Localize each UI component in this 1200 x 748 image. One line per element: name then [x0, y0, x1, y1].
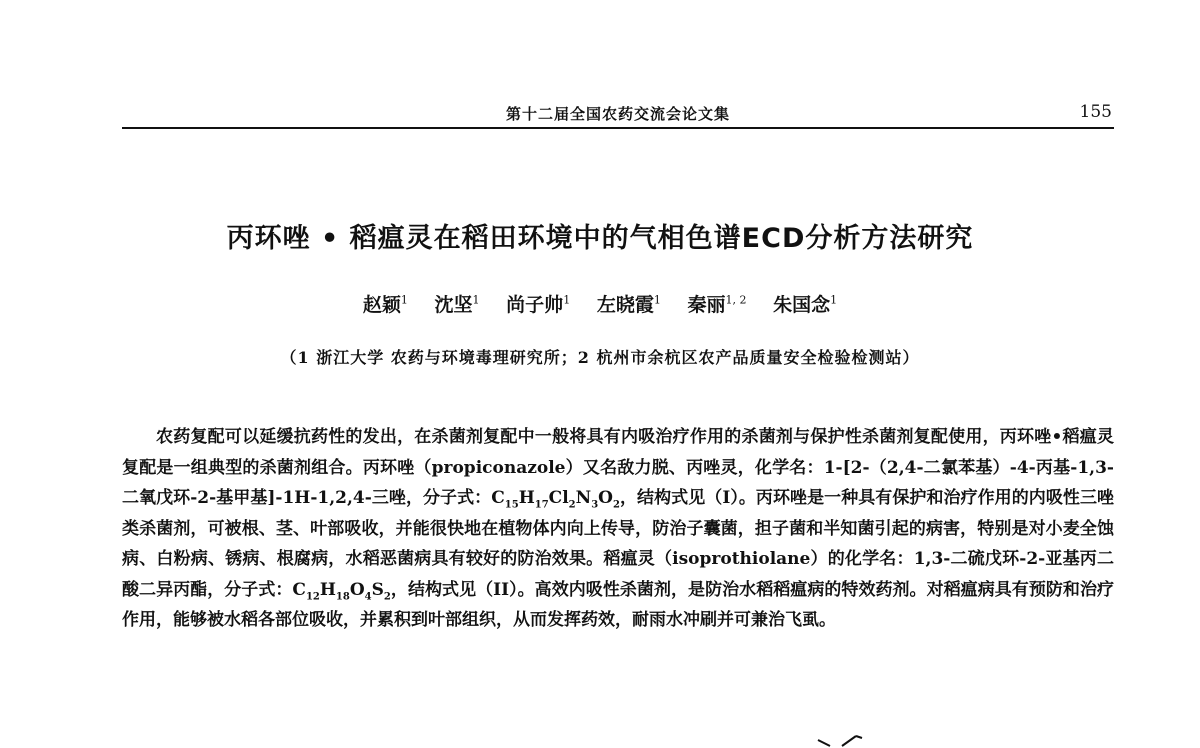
author-affiliation-mark: 1	[563, 293, 571, 307]
author	[363, 294, 408, 316]
author-name: 秦丽	[687, 294, 726, 316]
formula-isoprothiolane: $C_{12}H_{18}O_4S_2$	[292, 579, 391, 602]
author	[506, 294, 570, 316]
body-text-segment: ，结构式见（I）。丙环唑是一种具有保护和治疗作用的内吸性三唑类杀菌剂，可被根、茎、叶部吸收，并能很快地在植物体内向上传导，防治子囊菌，担子菌和半知菌引起的病害，特别是对小麦全蚀病、白粉病、锈病、根腐病，水稻恶菌病具有较好的防治效果。稻瘟灵（isoprothiolane）的化学名：1,3-二硫戊环-2-亚基丙二酸二异丙酯，分子式：	[122, 488, 1114, 600]
author-list	[0, 290, 1200, 317]
author-name: 尚子帅	[506, 294, 564, 316]
journal-title: 第十二届全国农药交流会论文集	[505, 105, 730, 123]
author-affiliation-mark: 1	[653, 293, 661, 307]
author-name: 朱国念	[773, 294, 831, 316]
author-name: 沈坚	[434, 294, 473, 316]
formula-propiconazole: $C_{15}H_{17}Cl_2N_3O_2$	[491, 488, 620, 511]
author-affiliation-mark: 1	[400, 293, 408, 307]
author-affiliation-mark: 1	[830, 293, 838, 307]
chemical-structure-fragment	[816, 734, 864, 748]
author	[773, 294, 837, 316]
body-paragraph	[122, 422, 1114, 636]
author	[687, 294, 746, 316]
author-affiliation-mark: 1, 2	[725, 293, 747, 307]
body-paragraph-block	[122, 422, 1114, 636]
paper-title: 丙环唑 • 稻瘟灵在稻田环境中的气相色谱ECD分析方法研究	[226, 223, 974, 254]
author	[597, 294, 661, 316]
page-number: 155	[1079, 102, 1112, 122]
body-text-segment: 农药复配可以延缓抗药性的发出，在杀菌剂复配中一般将具有内吸治疗作用的杀菌剂与保护性杀菌剂复配使用，丙环唑•稻瘟灵复配是一组典型的杀菌剂组合。丙环唑（propiconazole）又名敌力脱、丙唑灵，化学名：1-[2-（2,4-二氯苯基）-4-丙基-1,3-二氧戊环-2-基甲基]-1H-1,2,4-三唑，分子式：	[122, 427, 1114, 508]
affiliation-line: （1 浙江大学 农药与环境毒理研究所；2 杭州市余杭区农产品质量安全检验检测站）	[280, 348, 920, 367]
author	[435, 294, 480, 316]
author-name: 赵颖	[362, 294, 401, 316]
running-header	[122, 100, 1114, 126]
header-rule	[122, 127, 1114, 129]
author-affiliation-mark: 1	[472, 293, 480, 307]
body-text-segment: ，结构式见（II）。高效内吸性杀菌剂，是防治水稻稻瘟病的特效药剂。对稻瘟病具有预防和治疗作用，能够被水稻各部位吸收，并累积到叶部组织，从而发挥药效，耐雨水冲刷并可兼治飞虱。	[122, 579, 1115, 630]
author-name: 左晓霞	[596, 294, 654, 316]
